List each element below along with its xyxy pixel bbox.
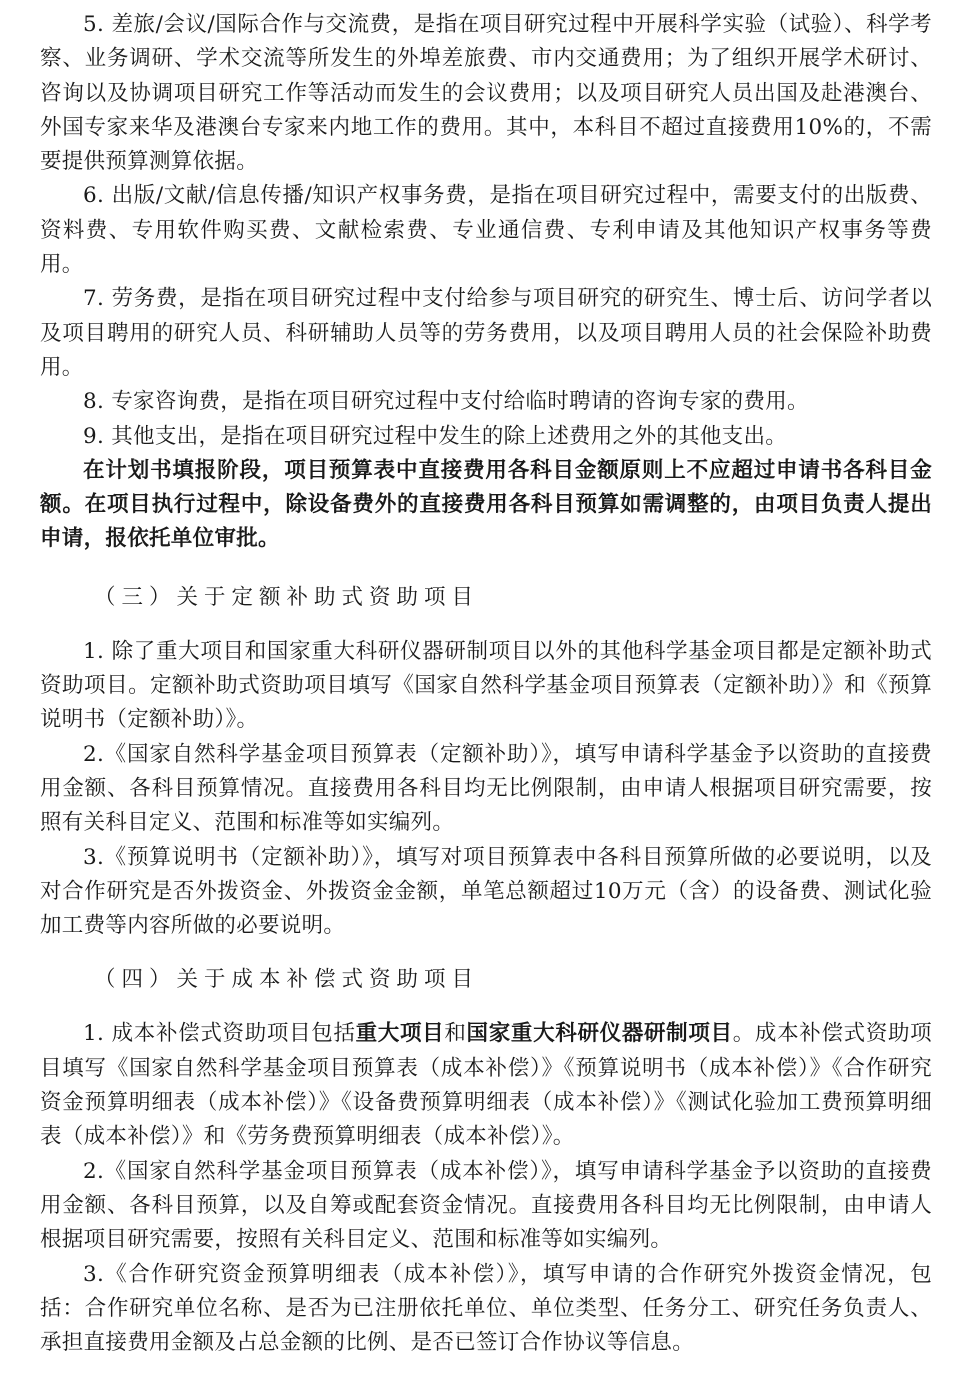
section3-paragraph-3: 3.《预算说明书（定额补助）》，填写对项目预算表中各科目预算所做的必要说明，以及对合作研究是否外拨资金、外拨资金金额，单笔总额超过10万元（含）的设备费、测试化验加工费等内容所做的必要说明。	[40, 844, 932, 939]
section-heading-3: （三）关于定额补助式资助项目	[94, 584, 480, 610]
section4-paragraph-1	[40, 1017, 932, 1154]
paragraph-item-7: 7. 劳务费，是指在项目研究过程中支付给参与项目研究的研究生、博士后、访问学者以及项目聘用的研究人员、科研辅助人员等的劳务费用，以及项目聘用人员的社会保险补助费用。	[40, 286, 932, 380]
section4-p1-text-b: 和	[444, 1021, 467, 1047]
paragraph-item-8: 8. 专家咨询费，是指在项目研究过程中支付给临时聘请的咨询专家的费用。	[83, 389, 809, 415]
section3-paragraph-2: 2.《国家自然科学基金项目预算表（定额补助）》，填写申请科学基金予以资助的直接费用金额、各科目预算情况。直接费用各科目均无比例限制，由申请人根据项目研究需要，按照有关科目定义、范围和标准等如实编列。	[40, 741, 932, 836]
paragraph-item-6: 6. 出版/文献/信息传播/知识产权事务费，是指在项目研究过程中，需要支付的出版费、资料费、专用软件购买费、文献检索费、专业通信费、专利申请及其他知识产权事务等费用。	[40, 183, 932, 278]
section4-paragraph-2: 2.《国家自然科学基金项目预算表（成本补偿）》，填写申请科学基金予以资助的直接费用金额、各科目预算，以及自筹或配套资金情况。直接费用各科目均无比例限制，由申请人根据项目研究需要，按照有关科目定义、范围和标准等如实编列。	[40, 1158, 932, 1253]
document-page	[40, 8, 932, 1360]
bold-budget-note: 在计划书填报阶段，项目预算表中直接费用各科目金额原则上不应超过申请书各科目金额。在项目执行过程中，除设备费外的直接费用各科目预算如需调整的，由项目负责人提出申请，报依托单位审批。	[40, 457, 932, 552]
paragraph-item-5: 5. 差旅/会议/国际合作与交流费，是指在项目研究过程中开展科学实验（试验）、科学考察、业务调研、学术交流等所发生的外埠差旅费、市内交通费用；为了组织开展学术研讨、咨询以及协调项目研究工作等活动而发生的会议费用；以及项目研究人员出国及赴港澳台、外国专家来华及港澳台专家来内地工作的费用。其中，本科目不超过直接费用10%的，不需要提供预算测算依据。	[40, 12, 932, 175]
section-heading-4: （四）关于成本补偿式资助项目	[94, 967, 480, 993]
paragraph-item-9: 9. 其他支出，是指在项目研究过程中发生的除上述费用之外的其他支出。	[83, 423, 788, 449]
section3-paragraph-1: 1. 除了重大项目和国家重大科研仪器研制项目以外的其他科学基金项目都是定额补助式资助项目。定额补助式资助项目填写《国家自然科学基金项目预算表（定额补助）》和《预算说明书（定额补助）》。	[40, 638, 932, 733]
section4-paragraph-3: 3.《合作研究资金预算明细表（成本补偿）》，填写申请的合作研究外拨资金情况，包括：合作研究单位名称、是否为已注册依托单位、单位类型、任务分工、研究任务负责人、承担直接费用金额及占总金额的比例、是否已签订合作协议等信息。	[40, 1261, 932, 1356]
section4-p1-bold-instrument-project: 国家重大科研仪器研制项目	[466, 1021, 733, 1047]
section4-p1-bold-major-project: 重大项目	[355, 1021, 445, 1047]
section4-p1-text-c: 。成本补偿式资助项目填写《国家自然科学基金项目预算表（成本补偿）》《预算说明书（成本补偿）》《合作研究资金预算明细表（成本补偿）》《设备费预算明细表（成本补偿）》《测试化验加工费预算明细表（成本补偿）》和《劳务费预算明细表（成本补偿）》。	[40, 1021, 932, 1150]
section4-p1-text-a: 1. 成本补偿式资助项目包括	[83, 1021, 356, 1047]
